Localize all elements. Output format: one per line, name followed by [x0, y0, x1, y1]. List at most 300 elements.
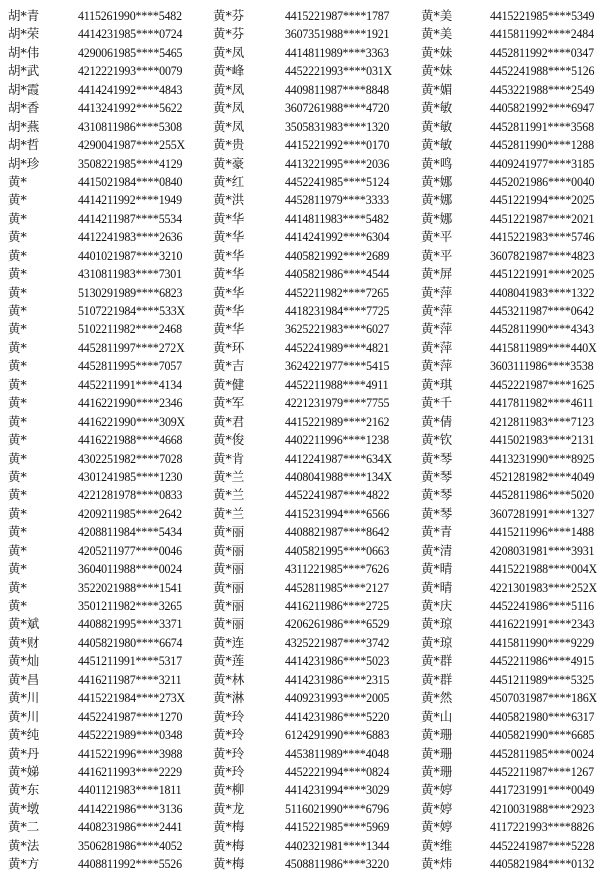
id-number: 4414231994****3029 [285, 782, 390, 798]
id-number: 4452811991****3568 [490, 118, 594, 134]
person-name: 黄*东 [8, 782, 40, 798]
person-name: 黄*媚 [421, 81, 453, 97]
person-name: 黄*萍 [421, 303, 453, 318]
person-name: 黄*娣 [8, 763, 40, 779]
person-name: 黄* [8, 266, 27, 282]
person-name: 黄*兰 [213, 468, 245, 484]
id-number: 4405821980****6317 [490, 708, 595, 724]
id-number: 4413241992****5622 [78, 100, 183, 116]
id-number: 4414811989****3363 [285, 44, 389, 60]
id-number: 4412241983****2636 [78, 229, 183, 245]
id-number: 5130291989****6823 [78, 284, 183, 300]
table-row [0, 579, 614, 597]
id-number: 3607351988****1921 [285, 26, 390, 42]
person-name: 黄*珊 [421, 763, 453, 779]
person-name: 黄*凤 [213, 81, 245, 97]
table-row [0, 357, 614, 375]
id-number: 4451211991****5317 [78, 653, 182, 669]
id-number: 4212811983****7123 [490, 413, 594, 429]
person-name: 黄*婷 [421, 819, 453, 835]
person-name: 黄*丽 [213, 524, 245, 540]
id-number: 4205211977****0046 [78, 542, 182, 558]
id-number: 4452811990****4343 [490, 321, 594, 337]
id-number: 3508221985****4129 [78, 155, 183, 171]
person-name: 黄*山 [421, 708, 453, 724]
person-name: 黄*斌 [8, 616, 40, 632]
id-number: 4221281978****0833 [78, 487, 183, 503]
person-name: 黄* [8, 210, 27, 226]
id-number: 4325221987****3742 [285, 634, 390, 650]
id-number: 4508811986****3220 [285, 856, 389, 872]
id-number: 3607261988****4720 [285, 100, 390, 116]
person-name: 黄* [8, 229, 27, 245]
id-number: 4409231993****2005 [285, 690, 390, 706]
person-name: 黄* [8, 542, 27, 558]
id-number: 4452241987****1270 [78, 708, 183, 724]
id-number: 4415231994****6566 [285, 505, 390, 521]
id-number: 4413231990****8925 [490, 450, 595, 466]
id-number: 4416211986****2725 [285, 598, 389, 613]
person-name: 黄*玲 [213, 708, 245, 724]
id-number: 4453221988****2549 [490, 81, 595, 97]
id-number: 3603111986****3538 [490, 358, 594, 374]
person-name: 黄*林 [213, 671, 245, 687]
person-name: 黄*丽 [213, 616, 245, 632]
id-number: 4415021983****2131 [490, 432, 595, 448]
person-name: 黄*昌 [8, 671, 40, 687]
id-number: 4452241987****5228 [490, 837, 595, 853]
id-number: 4452241988****5126 [490, 63, 595, 79]
id-number: 4416221991****2343 [490, 616, 595, 632]
id-number: 4417231991****0049 [490, 782, 595, 798]
person-name: 黄* [8, 487, 27, 503]
person-name: 黄* [8, 173, 27, 189]
id-number: 4405821992****6947 [490, 100, 595, 116]
id-number: 4302251982****7028 [78, 450, 183, 466]
id-number: 4452811985****2127 [285, 579, 389, 595]
person-name: 黄* [8, 339, 27, 355]
id-number: 4414211992****1949 [78, 192, 182, 208]
id-number: 4452221993****031X [285, 63, 392, 79]
person-name: 黄*平 [421, 247, 453, 263]
id-number: 4452241989****4821 [285, 339, 390, 355]
table-row [0, 339, 614, 357]
id-number: 3501211982****3265 [78, 598, 182, 613]
id-number: 4311221985****7626 [285, 561, 389, 577]
person-name: 黄*法 [8, 837, 40, 853]
id-number: 3604011988****0024 [78, 561, 182, 577]
person-name: 黄*琪 [421, 376, 453, 392]
person-name: 黄*梅 [213, 819, 245, 835]
person-name: 黄*妹 [421, 44, 453, 60]
id-number: 4310811986****5308 [78, 118, 182, 134]
person-name: 黄*珊 [421, 745, 453, 761]
person-name: 黄* [8, 192, 27, 208]
table-row [0, 689, 614, 707]
person-name: 黄*俊 [213, 432, 245, 448]
id-number: 4415221985****5349 [490, 8, 595, 23]
id-number: 4221301983****252X [490, 579, 597, 595]
person-name: 黄*丽 [213, 579, 245, 595]
person-name: 黄*墩 [8, 800, 40, 816]
person-name: 黄*华 [213, 284, 245, 300]
person-name: 黄*琴 [421, 487, 453, 503]
id-number: 4409241977****3185 [490, 155, 595, 171]
id-number: 4452021986****0040 [490, 173, 595, 189]
id-number: 4413221995****2036 [285, 155, 390, 171]
table-row [0, 191, 614, 209]
id-number: 4415221992****0170 [285, 137, 390, 153]
id-number: 4405821992****2689 [285, 247, 390, 263]
table-row [0, 542, 614, 560]
person-name: 黄*方 [8, 856, 40, 872]
table-row [0, 781, 614, 799]
table-row [0, 560, 614, 578]
person-name: 黄*珊 [421, 727, 453, 743]
person-name: 黄* [8, 561, 27, 577]
id-number: 4301241985****1230 [78, 468, 183, 484]
person-name: 黄* [8, 321, 27, 337]
person-name: 黄*柳 [213, 782, 245, 798]
person-name: 胡*珍 [8, 155, 40, 171]
person-name: 黄*华 [213, 229, 245, 245]
id-number: 5107221984****533X [78, 303, 185, 318]
id-number: 4402211996****1238 [285, 432, 389, 448]
person-name: 黄*龙 [213, 800, 245, 816]
person-name: 黄*美 [421, 26, 453, 42]
person-name: 黄* [8, 432, 27, 448]
person-name: 黄*二 [8, 819, 40, 835]
table-row [0, 265, 614, 283]
id-number: 3624221977****5415 [285, 358, 390, 374]
id-number: 4452811997****272X [78, 339, 185, 355]
id-number: 5116021990****6796 [285, 800, 389, 816]
person-name: 黄*千 [421, 395, 453, 411]
id-number: 4452811995****7057 [78, 358, 182, 374]
id-number: 4208031981****3931 [490, 542, 595, 558]
person-name: 黄*庆 [421, 598, 453, 613]
id-number: 4405821980****6674 [78, 634, 183, 650]
id-number: 4452241985****5124 [285, 173, 390, 189]
person-name: 黄*洪 [213, 192, 245, 208]
person-name: 黄*婷 [421, 800, 453, 816]
id-number: 3625221983****6027 [285, 321, 390, 337]
id-number: 4405821984****0132 [490, 856, 595, 872]
table-row [0, 62, 614, 80]
person-name: 黄*梅 [213, 856, 245, 872]
id-number: 4401121983****1811 [78, 782, 182, 798]
id-number: 4453811989****4048 [285, 745, 389, 761]
id-number: 3607281991****1327 [490, 505, 595, 521]
table-row [0, 468, 614, 486]
person-name: 黄* [8, 598, 27, 613]
person-name: 胡*伟 [8, 44, 40, 60]
person-name: 黄*凤 [213, 118, 245, 134]
table-row [0, 210, 614, 228]
id-number: 4452811985****0024 [490, 745, 594, 761]
person-name: 黄*凤 [213, 44, 245, 60]
id-number: 4452221989****0348 [78, 727, 183, 743]
table-row [0, 44, 614, 62]
id-number: 3607821987****4823 [490, 247, 595, 263]
person-name: 黄*吉 [213, 358, 245, 374]
id-number: 4415221985****5969 [285, 819, 390, 835]
person-name: 黄*峰 [213, 63, 245, 79]
person-name: 黄*丽 [213, 561, 245, 577]
person-name: 黄*琴 [421, 468, 453, 484]
id-number: 4451221994****2025 [490, 192, 595, 208]
person-name: 黄*琴 [421, 505, 453, 521]
table-row [0, 726, 614, 744]
id-number: 4408811992****5526 [78, 856, 182, 872]
person-name: 黄*萍 [421, 284, 453, 300]
table-row [0, 597, 614, 615]
table-row [0, 615, 614, 633]
person-name: 黄*婷 [421, 782, 453, 798]
id-number: 4452241987****4822 [285, 487, 390, 503]
table-row [0, 745, 614, 763]
id-number: 4452211988****4911 [285, 376, 389, 392]
person-name: 黄*贵 [213, 137, 245, 153]
person-name: 黄*敏 [421, 100, 453, 116]
id-number: 4451221987****2021 [490, 210, 595, 226]
person-name: 黄*维 [421, 837, 453, 853]
person-name: 黄* [8, 376, 27, 392]
person-name: 黄*环 [213, 339, 245, 355]
person-name: 黄* [8, 413, 27, 429]
person-name: 黄*妹 [421, 63, 453, 79]
person-name: 黄*豪 [213, 155, 245, 171]
id-number: 4416211987****3211 [78, 671, 182, 687]
table-row [0, 486, 614, 504]
person-name: 黄*淋 [213, 690, 245, 706]
person-name: 黄* [8, 505, 27, 521]
id-number: 4414231986****2315 [285, 671, 390, 687]
person-name: 黄*钦 [421, 432, 453, 448]
id-number: 4453211987****0642 [490, 303, 594, 318]
id-number: 4415221984****273X [78, 690, 185, 706]
id-number: 4451211989****5325 [490, 671, 594, 687]
person-name: 黄*敏 [421, 118, 453, 134]
id-number: 4417811982****4611 [490, 395, 594, 411]
id-number: 4414811983****5482 [285, 210, 389, 226]
id-number: 4408041983****1322 [490, 284, 595, 300]
person-name: 黄*平 [421, 229, 453, 245]
person-name: 黄*娜 [421, 210, 453, 226]
person-name: 黄*萍 [421, 358, 453, 374]
table-row [0, 837, 614, 855]
person-name: 黄*萍 [421, 339, 453, 355]
id-number: 4507031987****186X [490, 690, 597, 706]
person-name: 黄* [8, 284, 27, 300]
id-number: 4452211987****1267 [490, 763, 594, 779]
id-number: 4414231986****5023 [285, 653, 390, 669]
id-number: 4221231979****7755 [285, 395, 390, 411]
person-name: 黄*华 [213, 247, 245, 263]
person-name: 黄*萍 [421, 321, 453, 337]
id-number: 4452811990****1288 [490, 137, 594, 153]
person-name: 黄*琴 [421, 450, 453, 466]
person-name: 黄* [8, 524, 27, 540]
id-number: 4415221989****2162 [285, 413, 390, 429]
person-name: 黄*川 [8, 708, 40, 724]
table-row [0, 228, 614, 246]
table-row [0, 671, 614, 689]
id-number: 4208811984****5434 [78, 524, 182, 540]
person-name: 胡*霞 [8, 81, 40, 97]
person-name: 黄*健 [213, 376, 245, 392]
person-name: 黄*华 [213, 210, 245, 226]
id-number: 4416221990****2346 [78, 395, 183, 411]
id-number: 4415811990****9229 [490, 634, 594, 650]
id-number: 4416211993****2229 [78, 763, 182, 779]
person-name: 胡*武 [8, 63, 40, 79]
person-name: 黄*兰 [213, 505, 245, 521]
person-name: 黄*青 [421, 524, 453, 540]
person-name: 黄*玲 [213, 727, 245, 743]
table-row [0, 652, 614, 670]
table-row [0, 25, 614, 43]
person-name: 黄*屏 [421, 266, 453, 282]
person-name: 黄*晴 [421, 561, 453, 577]
id-number: 3522021988****1541 [78, 579, 183, 595]
id-number: 4414231985****0724 [78, 26, 183, 42]
person-name: 黄*娜 [421, 192, 453, 208]
person-name: 黄*丽 [213, 598, 245, 613]
table-row [0, 320, 614, 338]
id-number: 4401021987****3210 [78, 247, 183, 263]
id-number: 4416221990****309X [78, 413, 185, 429]
id-number: 3506281986****4052 [78, 837, 183, 853]
id-number: 4212221993****0079 [78, 63, 183, 79]
table-row [0, 708, 614, 726]
person-name: 黄*丹 [8, 745, 40, 761]
person-name: 胡*荣 [8, 26, 40, 42]
person-name: 黄*琼 [421, 616, 453, 632]
id-number: 4452811986****5020 [490, 487, 594, 503]
id-number: 4405821995****0663 [285, 542, 390, 558]
person-name: 黄*倩 [421, 413, 453, 429]
id-number: 4415811989****440X [490, 339, 597, 355]
person-name: 黄*红 [213, 173, 245, 189]
id-number: 4414241992****6304 [285, 229, 390, 245]
person-name: 黄*君 [213, 413, 245, 429]
table-row [0, 505, 614, 523]
id-number: 4290061985****5465 [78, 44, 183, 60]
id-number: 4415811992****2484 [490, 26, 594, 42]
id-number: 4452211982****7265 [285, 284, 389, 300]
id-number: 4415221996****3988 [78, 745, 183, 761]
table-row [0, 818, 614, 836]
person-name: 黄* [8, 358, 27, 374]
person-name: 黄*美 [421, 8, 453, 23]
person-name: 黄*晴 [421, 579, 453, 595]
person-name: 黄*芬 [213, 26, 245, 42]
id-number: 4405821986****4544 [285, 266, 390, 282]
id-number: 4452211991****4134 [78, 376, 182, 392]
person-name: 胡*燕 [8, 118, 40, 134]
person-name: 黄*群 [421, 671, 453, 687]
person-name: 胡*哲 [8, 137, 40, 153]
id-number: 4117221993****8826 [490, 819, 594, 835]
id-number: 4408041988****134X [285, 468, 392, 484]
id-number: 3505831983****1320 [285, 118, 390, 134]
person-name: 黄*群 [421, 653, 453, 669]
person-name: 黄* [8, 450, 27, 466]
table-row [0, 81, 614, 99]
id-number: 4451221991****2025 [490, 266, 595, 282]
person-name: 黄* [8, 247, 27, 263]
table-row [0, 763, 614, 781]
person-name: 黄* [8, 395, 27, 411]
table-row [0, 394, 614, 412]
id-number: 4452811992****0347 [490, 44, 594, 60]
table-row [0, 155, 614, 173]
id-number: 4452811979****3333 [285, 192, 389, 208]
table-row [0, 302, 614, 320]
table-row [0, 7, 614, 25]
id-number: 6124291990****6883 [285, 727, 390, 743]
id-number: 4452211986****4915 [490, 653, 594, 669]
person-name: 黄*凤 [213, 100, 245, 116]
table-row [0, 284, 614, 302]
table-row [0, 450, 614, 468]
person-name: 黄*连 [213, 634, 245, 650]
id-number: 4405821990****6685 [490, 727, 595, 743]
person-name: 黄*娜 [421, 173, 453, 189]
table-row [0, 855, 614, 873]
id-number: 4452221994****0824 [285, 763, 390, 779]
person-name: 黄*玲 [213, 763, 245, 779]
person-name: 黄*莲 [213, 653, 245, 669]
person-name: 黄*玲 [213, 745, 245, 761]
person-name: 黄*军 [213, 395, 245, 411]
id-number: 4209211985****2642 [78, 505, 182, 521]
table-row [0, 376, 614, 394]
id-number: 4414211987****5534 [78, 210, 182, 226]
person-name: 黄*敏 [421, 137, 453, 153]
person-name: 黄*财 [8, 634, 40, 650]
id-number: 4521281982****4049 [490, 468, 595, 484]
person-name: 黄* [8, 468, 27, 484]
person-name: 胡*青 [8, 8, 40, 23]
person-name: 黄*然 [421, 690, 453, 706]
person-name: 黄*肯 [213, 450, 245, 466]
id-number: 4414221986****3136 [78, 800, 183, 816]
id-number: 5102211982****2468 [78, 321, 182, 337]
person-name: 黄*灿 [8, 653, 40, 669]
id-number: 4452221987****1625 [490, 376, 595, 392]
id-number: 4414231986****5220 [285, 708, 390, 724]
person-name: 黄*清 [421, 542, 453, 558]
id-number: 4415221987****1787 [285, 8, 390, 23]
person-name: 黄*川 [8, 690, 40, 706]
table-row [0, 523, 614, 541]
id-number: 4416221988****4668 [78, 432, 183, 448]
table-row [0, 118, 614, 136]
id-number: 4115261990****5482 [78, 8, 182, 23]
person-name: 黄*华 [213, 303, 245, 318]
id-number: 4206261986****6529 [285, 616, 390, 632]
person-name: 黄* [8, 579, 27, 595]
table-row [0, 136, 614, 154]
table-row [0, 634, 614, 652]
id-number: 4402321981****1344 [285, 837, 390, 853]
id-number: 4408821995****3371 [78, 616, 183, 632]
table-row [0, 431, 614, 449]
table-row [0, 413, 614, 431]
person-name: 黄*华 [213, 321, 245, 337]
